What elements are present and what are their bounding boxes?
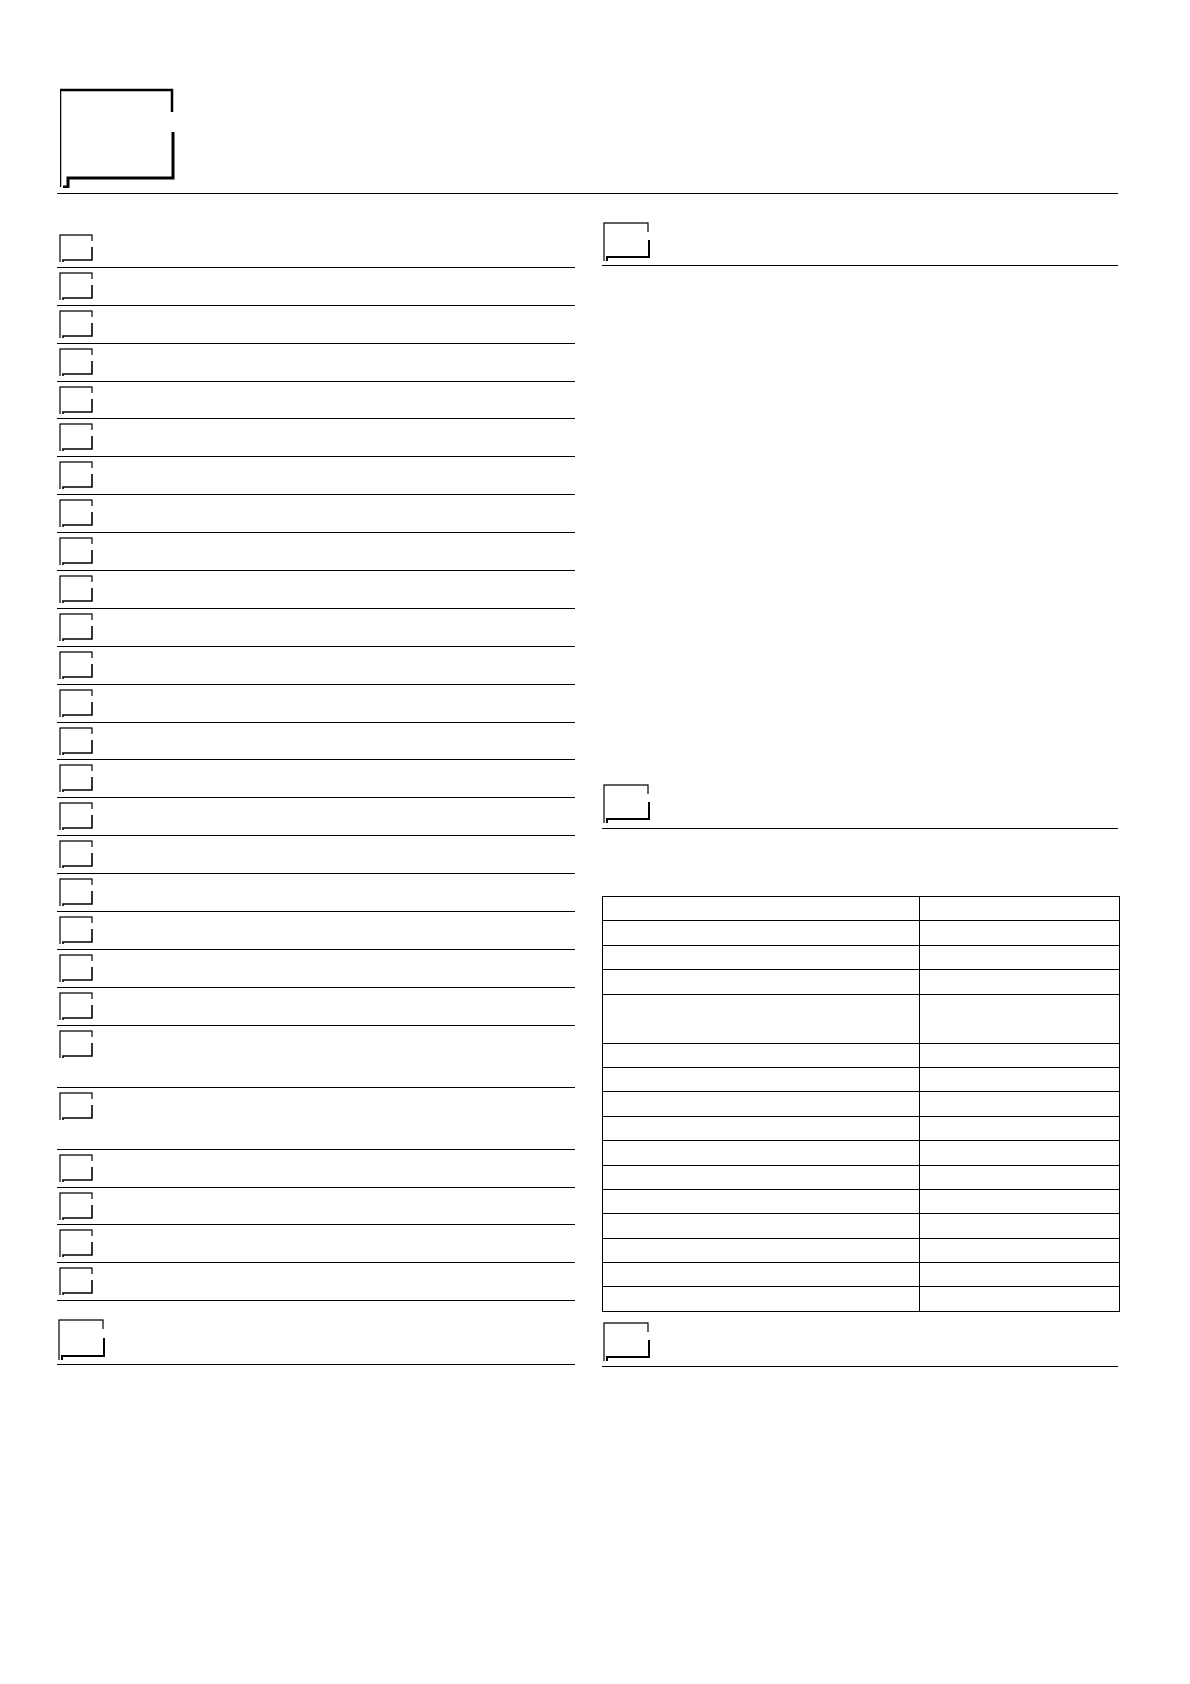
table-row (603, 1092, 1120, 1116)
row-corner-mark-icon (59, 234, 93, 263)
table-cell-label (603, 1067, 920, 1091)
table-row (603, 1263, 1120, 1287)
table-row (603, 970, 1120, 994)
table-cell-label (603, 1238, 920, 1262)
list-row (57, 950, 575, 988)
row-corner-mark-icon (59, 575, 93, 604)
list-row (57, 836, 575, 874)
list-row (57, 1150, 575, 1188)
table-row (603, 921, 1120, 945)
table-cell-label (603, 1043, 920, 1067)
list-row (57, 874, 575, 912)
row-corner-mark-icon (59, 1267, 93, 1296)
table-cell-value (920, 994, 1120, 1043)
table-row (603, 945, 1120, 969)
header-corner-mark-icon (60, 88, 175, 188)
table-cell-label (603, 1141, 920, 1165)
list-row (57, 685, 575, 723)
table-cell-value (920, 1165, 1120, 1189)
table-row (603, 1165, 1120, 1189)
row-corner-mark-icon (59, 916, 93, 945)
list-row (57, 647, 575, 685)
table-cell-value (920, 1189, 1120, 1213)
list-row (57, 609, 575, 647)
row-corner-mark-icon (59, 499, 93, 528)
table-cell-label (603, 945, 920, 969)
row-corner-mark-icon (59, 537, 93, 566)
table-row (603, 1067, 1120, 1091)
table-row (603, 1238, 1120, 1262)
list-row (57, 798, 575, 836)
table-cell-value (920, 1043, 1120, 1067)
table-cell-label (603, 1214, 920, 1238)
table-cell-value (920, 1287, 1120, 1311)
header-divider (57, 193, 1118, 194)
row-corner-mark-icon (59, 386, 93, 415)
table-cell-label (603, 1165, 920, 1189)
table-row (603, 1043, 1120, 1067)
row-corner-mark-icon (59, 1229, 93, 1258)
list-row (57, 1026, 575, 1088)
table-row (603, 1141, 1120, 1165)
table-cell-label (603, 994, 920, 1043)
left-column-list (57, 230, 575, 1301)
table-cell-value (920, 1141, 1120, 1165)
table-cell-label (603, 1116, 920, 1140)
row-corner-mark-icon (59, 1030, 93, 1059)
list-row (57, 230, 575, 268)
table-cell-label (603, 1092, 920, 1116)
row-corner-mark-icon (59, 954, 93, 983)
table-cell-label (603, 970, 920, 994)
table-cell-value (920, 897, 1120, 921)
table-row (603, 1189, 1120, 1213)
table-cell-value (920, 1263, 1120, 1287)
list-row (57, 382, 575, 420)
list-row (57, 268, 575, 306)
row-corner-mark-icon (59, 1092, 93, 1121)
table-row (603, 1214, 1120, 1238)
heading-corner-mark-icon (603, 222, 650, 262)
table-cell-value (920, 1116, 1120, 1140)
row-corner-mark-icon (59, 348, 93, 377)
table-cell-value (920, 921, 1120, 945)
list-row (57, 1225, 575, 1263)
footer-corner-mark-icon (58, 1319, 105, 1361)
table-cell-label (603, 1189, 920, 1213)
row-corner-mark-icon (59, 802, 93, 831)
heading-corner-mark-icon (603, 784, 650, 824)
table-cell-label (603, 1263, 920, 1287)
list-row (57, 419, 575, 457)
heading-corner-mark-icon (603, 1322, 650, 1362)
right-middle-heading (602, 783, 1118, 829)
table-cell-value (920, 1067, 1120, 1091)
right-bottom-heading (602, 1321, 1118, 1367)
table-row (603, 1116, 1120, 1140)
table-cell-value (920, 945, 1120, 969)
list-row (57, 1088, 575, 1150)
row-corner-mark-icon (59, 689, 93, 718)
table-row (603, 994, 1120, 1043)
list-row (57, 912, 575, 950)
row-corner-mark-icon (59, 1154, 93, 1183)
row-corner-mark-icon (59, 840, 93, 869)
table-cell-value (920, 1092, 1120, 1116)
row-corner-mark-icon (59, 613, 93, 642)
data-table (602, 896, 1119, 1312)
table-cell-value (920, 1214, 1120, 1238)
row-corner-mark-icon (59, 992, 93, 1021)
right-top-heading (602, 221, 1118, 266)
table-row (603, 897, 1120, 921)
row-corner-mark-icon (59, 310, 93, 339)
row-corner-mark-icon (59, 461, 93, 490)
list-row (57, 988, 575, 1026)
left-footer-heading (57, 1318, 575, 1365)
list-row (57, 306, 575, 344)
list-row (57, 457, 575, 495)
list-row (57, 495, 575, 533)
list-row (57, 1263, 575, 1301)
table-cell-value (920, 970, 1120, 994)
table-cell-label (603, 1287, 920, 1311)
list-row (57, 723, 575, 761)
row-corner-mark-icon (59, 272, 93, 301)
row-corner-mark-icon (59, 764, 93, 793)
list-row (57, 571, 575, 609)
list-row (57, 760, 575, 798)
table-cell-value (920, 1238, 1120, 1262)
list-row (57, 533, 575, 571)
row-corner-mark-icon (59, 651, 93, 680)
row-corner-mark-icon (59, 727, 93, 756)
row-corner-mark-icon (59, 423, 93, 452)
table-cell-label (603, 921, 920, 945)
list-row (57, 344, 575, 382)
table-cell-label (603, 897, 920, 921)
row-corner-mark-icon (59, 878, 93, 907)
list-row (57, 1188, 575, 1226)
row-corner-mark-icon (59, 1192, 93, 1221)
table-row (603, 1287, 1120, 1311)
